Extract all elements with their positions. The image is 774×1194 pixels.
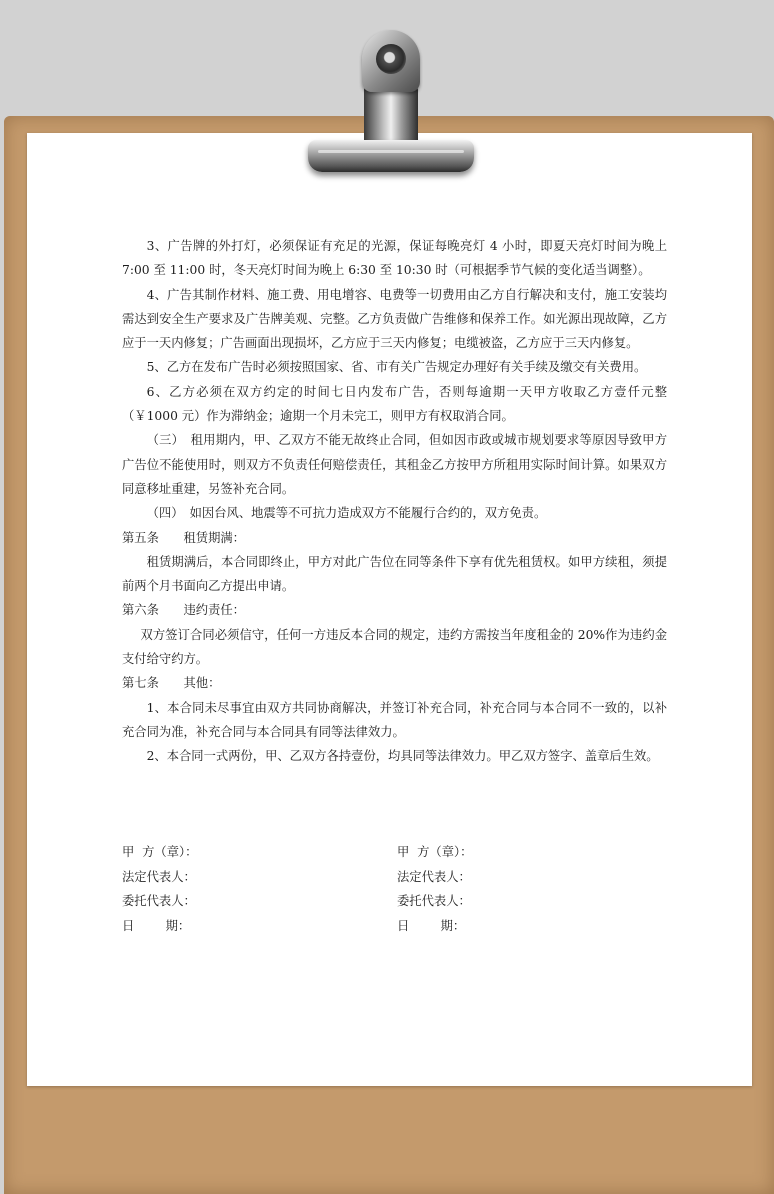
article-6-heading: 第六条 违约责任： <box>122 603 245 618</box>
clause-costs: 4、广告其制作材料、施工费、用电增容、电费等一切费用由乙方自行解决和支付，施工安装均需达到安全生产要求及广告牌美观、完整。乙方负责做广告维修和保养工作。如光源出现故障，乙方应于一天内修复；广告画面出现损坏，乙方应于三天内修复；电缆被盗，乙方应于三天内修复。 <box>122 287 667 351</box>
signature-block-right <box>397 840 472 938</box>
authorized-agent-label: 委托代表人： <box>122 894 196 908</box>
contract-body <box>122 234 667 769</box>
party-seal-label: 甲 方（章）： <box>397 845 473 859</box>
clause-force-majeure: （四） 如因台风、地震等不可抗力造成双方不能履行合约的，双方免责。 <box>146 506 547 521</box>
legal-representative-label: 法定代表人： <box>397 869 471 884</box>
clause-termination: （三） 租用期内，甲、乙双方不能无故终止合同，但如因市政或城市规划要求等原因导致甲方广告位不能使用时，则双方不负责任何赔偿责任，其租金乙方按甲方所租用实际时间计算。如果双方同意移址重建，另签补充合同。 <box>122 433 667 496</box>
date-label: 日 期： <box>122 918 191 933</box>
article-7-heading: 第七条 其他： <box>122 676 221 691</box>
clause-procedures: 5、乙方在发布广告时必须按照国家、省、市有关广告规定办理好有关手续及缴交有关费用。 <box>146 360 647 375</box>
article-7-item-2: 2、本合同一式两份，甲、乙双方各持壹份，均具同等法律效力。甲乙双方签字、盖章后生效。 <box>146 749 659 764</box>
signature-block-left <box>122 840 197 938</box>
article-5-heading: 第五条 租赁期满： <box>122 530 245 545</box>
legal-representative-label: 法定代表人： <box>122 869 196 884</box>
party-seal-label: 甲 方（章）： <box>122 845 198 859</box>
article-7-item-1: 1、本合同未尽事宜由双方共同协商解决，并签订补充合同，补充合同与本合同不一致的，以补充合同为准，补充合同与本合同具有同等法律效力。 <box>122 700 667 739</box>
article-6-text: 双方签订合同必须信守，任何一方违反本合同的规定，违约方需按当年度租金的 20%作为违约金支付给守约方。 <box>122 627 667 667</box>
article-5-text: 租赁期满后，本合同即终止，甲方对此广告位在同等条件下享有优先租赁权。如甲方续租，须提前两个月书面向乙方提出申请。 <box>122 554 667 594</box>
clause-publish-deadline: 6、乙方必须在双方约定的时间七日内发布广告，否则每逾期一天甲方收取乙方壹仟元整（￥1000 元）作为滞纳金；逾期一个月未完工，则甲方有权取消合同。 <box>122 384 667 424</box>
date-label: 日 期： <box>397 918 466 933</box>
clause-lighting: 3、广告牌的外打灯，必须保证有充足的光源，保证每晚亮灯 4 小时，即夏天亮灯时间为晚上 7:00 至 11:00 时，冬天亮灯时间为晚上 6:30 至 10:30 时（可根据季节气候的变化适当调整）。 <box>122 239 667 278</box>
authorized-agent-label: 委托代表人： <box>397 894 471 908</box>
binder-clip-icon <box>300 24 480 179</box>
